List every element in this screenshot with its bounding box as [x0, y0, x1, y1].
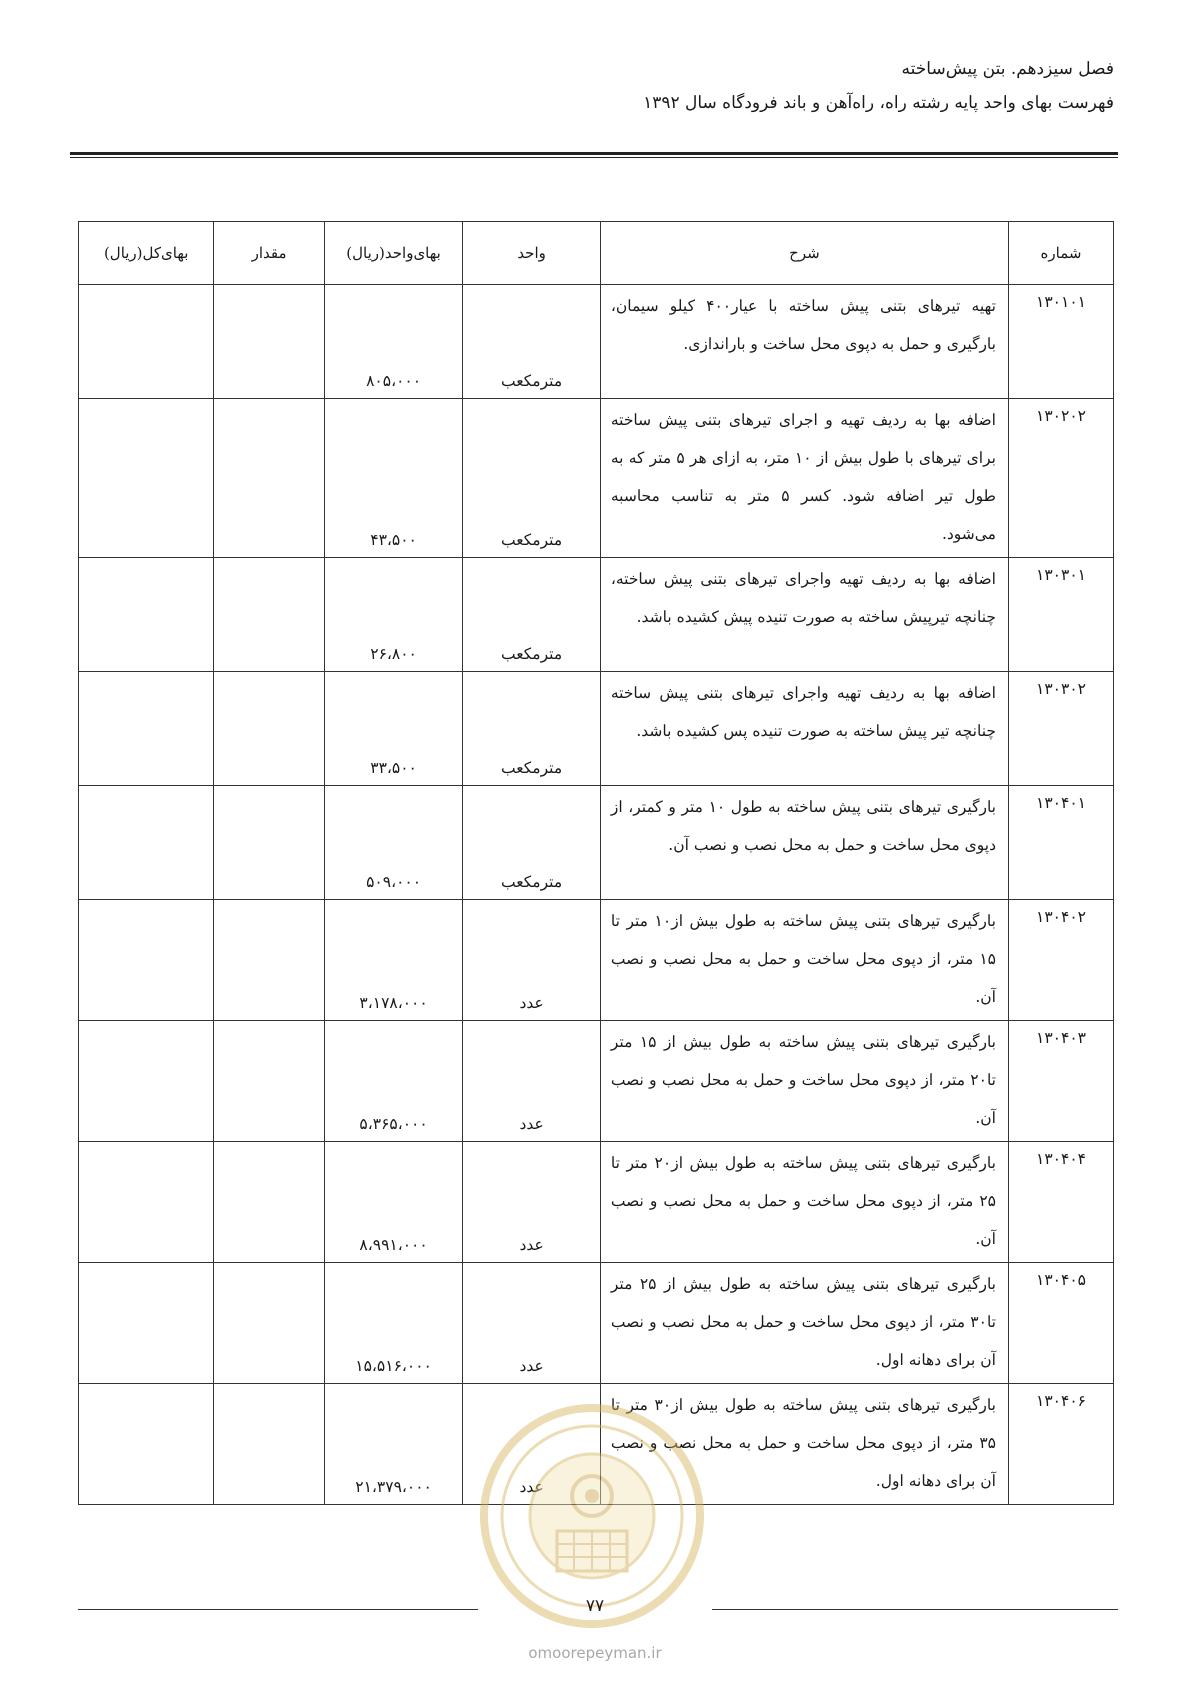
table-row [79, 672, 1114, 786]
document-subtitle: فهرست بهای واحد پایه رشته راه، راه‌آهن و باند فرودگاه سال ۱۳۹۲ [643, 93, 1114, 113]
row-number: ۱۳۰۴۰۳ [1008, 1021, 1113, 1142]
table-row [79, 1263, 1114, 1384]
header-unit: واحد [463, 222, 600, 285]
row-unit: مترمکعب [463, 786, 600, 900]
row-unit-price: ۴۳،۵۰۰ [324, 399, 463, 558]
row-quantity [214, 399, 324, 558]
footer-rule-left [78, 1609, 478, 1610]
row-total-price [79, 285, 214, 399]
table-row [79, 558, 1114, 672]
row-total-price [79, 672, 214, 786]
row-number: ۱۳۰۲۰۲ [1008, 399, 1113, 558]
header-unit-price: بهای‌واحد(ریال) [324, 222, 463, 285]
row-number: ۱۳۰۴۰۴ [1008, 1142, 1113, 1263]
watermark-text: omoorepeyman.ir [528, 1644, 662, 1662]
row-total-price [79, 1263, 214, 1384]
row-description: بارگیری تیرهای بتنی پیش ساخته به طول بیش از ۲۵ متر تا۳۰ متر، از دپوی محل ساخت و حمل به محل نصب و نصب آن برای دهانه اول. [600, 1263, 1008, 1384]
row-total-price [79, 900, 214, 1021]
table-row [79, 399, 1114, 558]
row-unit: مترمکعب [463, 558, 600, 672]
table-row [79, 285, 1114, 399]
row-unit: عدد [463, 1384, 600, 1505]
row-unit-price: ۱۵،۵۱۶،۰۰۰ [324, 1263, 463, 1384]
row-unit: عدد [463, 1263, 600, 1384]
row-unit-price: ۳۳،۵۰۰ [324, 672, 463, 786]
row-number: ۱۳۰۴۰۱ [1008, 786, 1113, 900]
row-total-price [79, 786, 214, 900]
row-unit-price: ۸۰۵،۰۰۰ [324, 285, 463, 399]
row-quantity [214, 786, 324, 900]
row-description: اضافه بها به ردیف تهیه واجرای تیرهای بتنی پیش ساخته، چنانچه تیرپیش ساخته به صورت تنیده پیش کشیده باشد. [600, 558, 1008, 672]
row-number: ۱۳۰۳۰۲ [1008, 672, 1113, 786]
header-quantity: مقدار [214, 222, 324, 285]
row-unit: عدد [463, 900, 600, 1021]
row-unit-price: ۲۶،۸۰۰ [324, 558, 463, 672]
page-header [643, 58, 1114, 114]
row-description: تهیه تیرهای بتنی پیش ساخته با عیار۴۰۰ کیلو سیمان، بارگیری و حمل به دپوی محل ساخت و باراندازی. [600, 285, 1008, 399]
row-number: ۱۳۰۱۰۱ [1008, 285, 1113, 399]
header-number: شماره [1008, 222, 1113, 285]
chapter-title: فصل سیزدهم. بتن پیش‌ساخته [901, 59, 1114, 79]
row-unit-price: ۵،۳۶۵،۰۰۰ [324, 1021, 463, 1142]
row-quantity [214, 1142, 324, 1263]
row-total-price [79, 1021, 214, 1142]
row-description: اضافه بها به ردیف تهیه و اجرای تیرهای بتنی پیش ساخته برای تیرهای با طول بیش از ۱۰ متر، به ازای هر ۵ متر که به طول تیر اضافه شود. کسر ۵ متر به تناسب محاسبه می‌شود. [600, 399, 1008, 558]
row-quantity [214, 285, 324, 399]
row-total-price [79, 399, 214, 558]
table-row [79, 1384, 1114, 1505]
table-row [79, 900, 1114, 1021]
row-quantity [214, 900, 324, 1021]
table-row [79, 1142, 1114, 1263]
row-total-price [79, 1384, 214, 1505]
table-row [79, 1021, 1114, 1142]
header-description: شرح [600, 222, 1008, 285]
footer-rule-right [712, 1609, 1118, 1610]
row-description: بارگیری تیرهای بتنی پیش ساخته به طول ۱۰ متر و کمتر، از دپوی محل ساخت و حمل به محل نصب و نصب آن. [600, 786, 1008, 900]
header-rule-thick [70, 152, 1118, 155]
row-number: ۱۳۰۴۰۶ [1008, 1384, 1113, 1505]
row-description: بارگیری تیرهای بتنی پیش ساخته به طول بیش از۱۰ متر تا ۱۵ متر، از دپوی محل ساخت و حمل به محل نصب و نصب آن. [600, 900, 1008, 1021]
row-quantity [214, 1384, 324, 1505]
row-unit-price: ۸،۹۹۱،۰۰۰ [324, 1142, 463, 1263]
row-total-price [79, 1142, 214, 1263]
row-number: ۱۳۰۴۰۲ [1008, 900, 1113, 1021]
row-total-price [79, 558, 214, 672]
row-number: ۱۳۰۴۰۵ [1008, 1263, 1113, 1384]
row-quantity [214, 1263, 324, 1384]
row-description: بارگیری تیرهای بتنی پیش ساخته به طول بیش از۲۰ متر تا ۲۵ متر، از دپوی محل ساخت و حمل به محل نصب و نصب آن. [600, 1142, 1008, 1263]
row-number: ۱۳۰۳۰۱ [1008, 558, 1113, 672]
row-unit: مترمکعب [463, 672, 600, 786]
header-total-price: بهای‌کل(ریال) [79, 222, 214, 285]
row-unit: مترمکعب [463, 399, 600, 558]
row-description: بارگیری تیرهای بتنی پیش ساخته به طول بیش از۳۰ متر تا ۳۵ متر، از دپوی محل ساخت و حمل به محل نصب و نصب آن برای دهانه اول. [600, 1384, 1008, 1505]
row-description: اضافه بها به ردیف تهیه واجرای تیرهای بتنی پیش ساخته چنانچه تیر پیش ساخته به صورت تنیده پس کشیده باشد. [600, 672, 1008, 786]
row-unit: مترمکعب [463, 285, 600, 399]
row-description: بارگیری تیرهای بتنی پیش ساخته به طول بیش از ۱۵ متر تا۲۰ متر، از دپوی محل ساخت و حمل به محل نصب و نصب آن. [600, 1021, 1008, 1142]
row-unit-price: ۵۰۹،۰۰۰ [324, 786, 463, 900]
row-quantity [214, 1021, 324, 1142]
row-unit: عدد [463, 1142, 600, 1263]
table-header-row [79, 222, 1114, 285]
row-unit: عدد [463, 1021, 600, 1142]
row-unit-price: ۲۱،۳۷۹،۰۰۰ [324, 1384, 463, 1505]
row-quantity [214, 672, 324, 786]
header-rule-thin [70, 157, 1118, 158]
row-quantity [214, 558, 324, 672]
page-number: ۷۷ [585, 1596, 605, 1616]
row-unit-price: ۳،۱۷۸،۰۰۰ [324, 900, 463, 1021]
price-table [78, 221, 1114, 1505]
table-row [79, 786, 1114, 900]
